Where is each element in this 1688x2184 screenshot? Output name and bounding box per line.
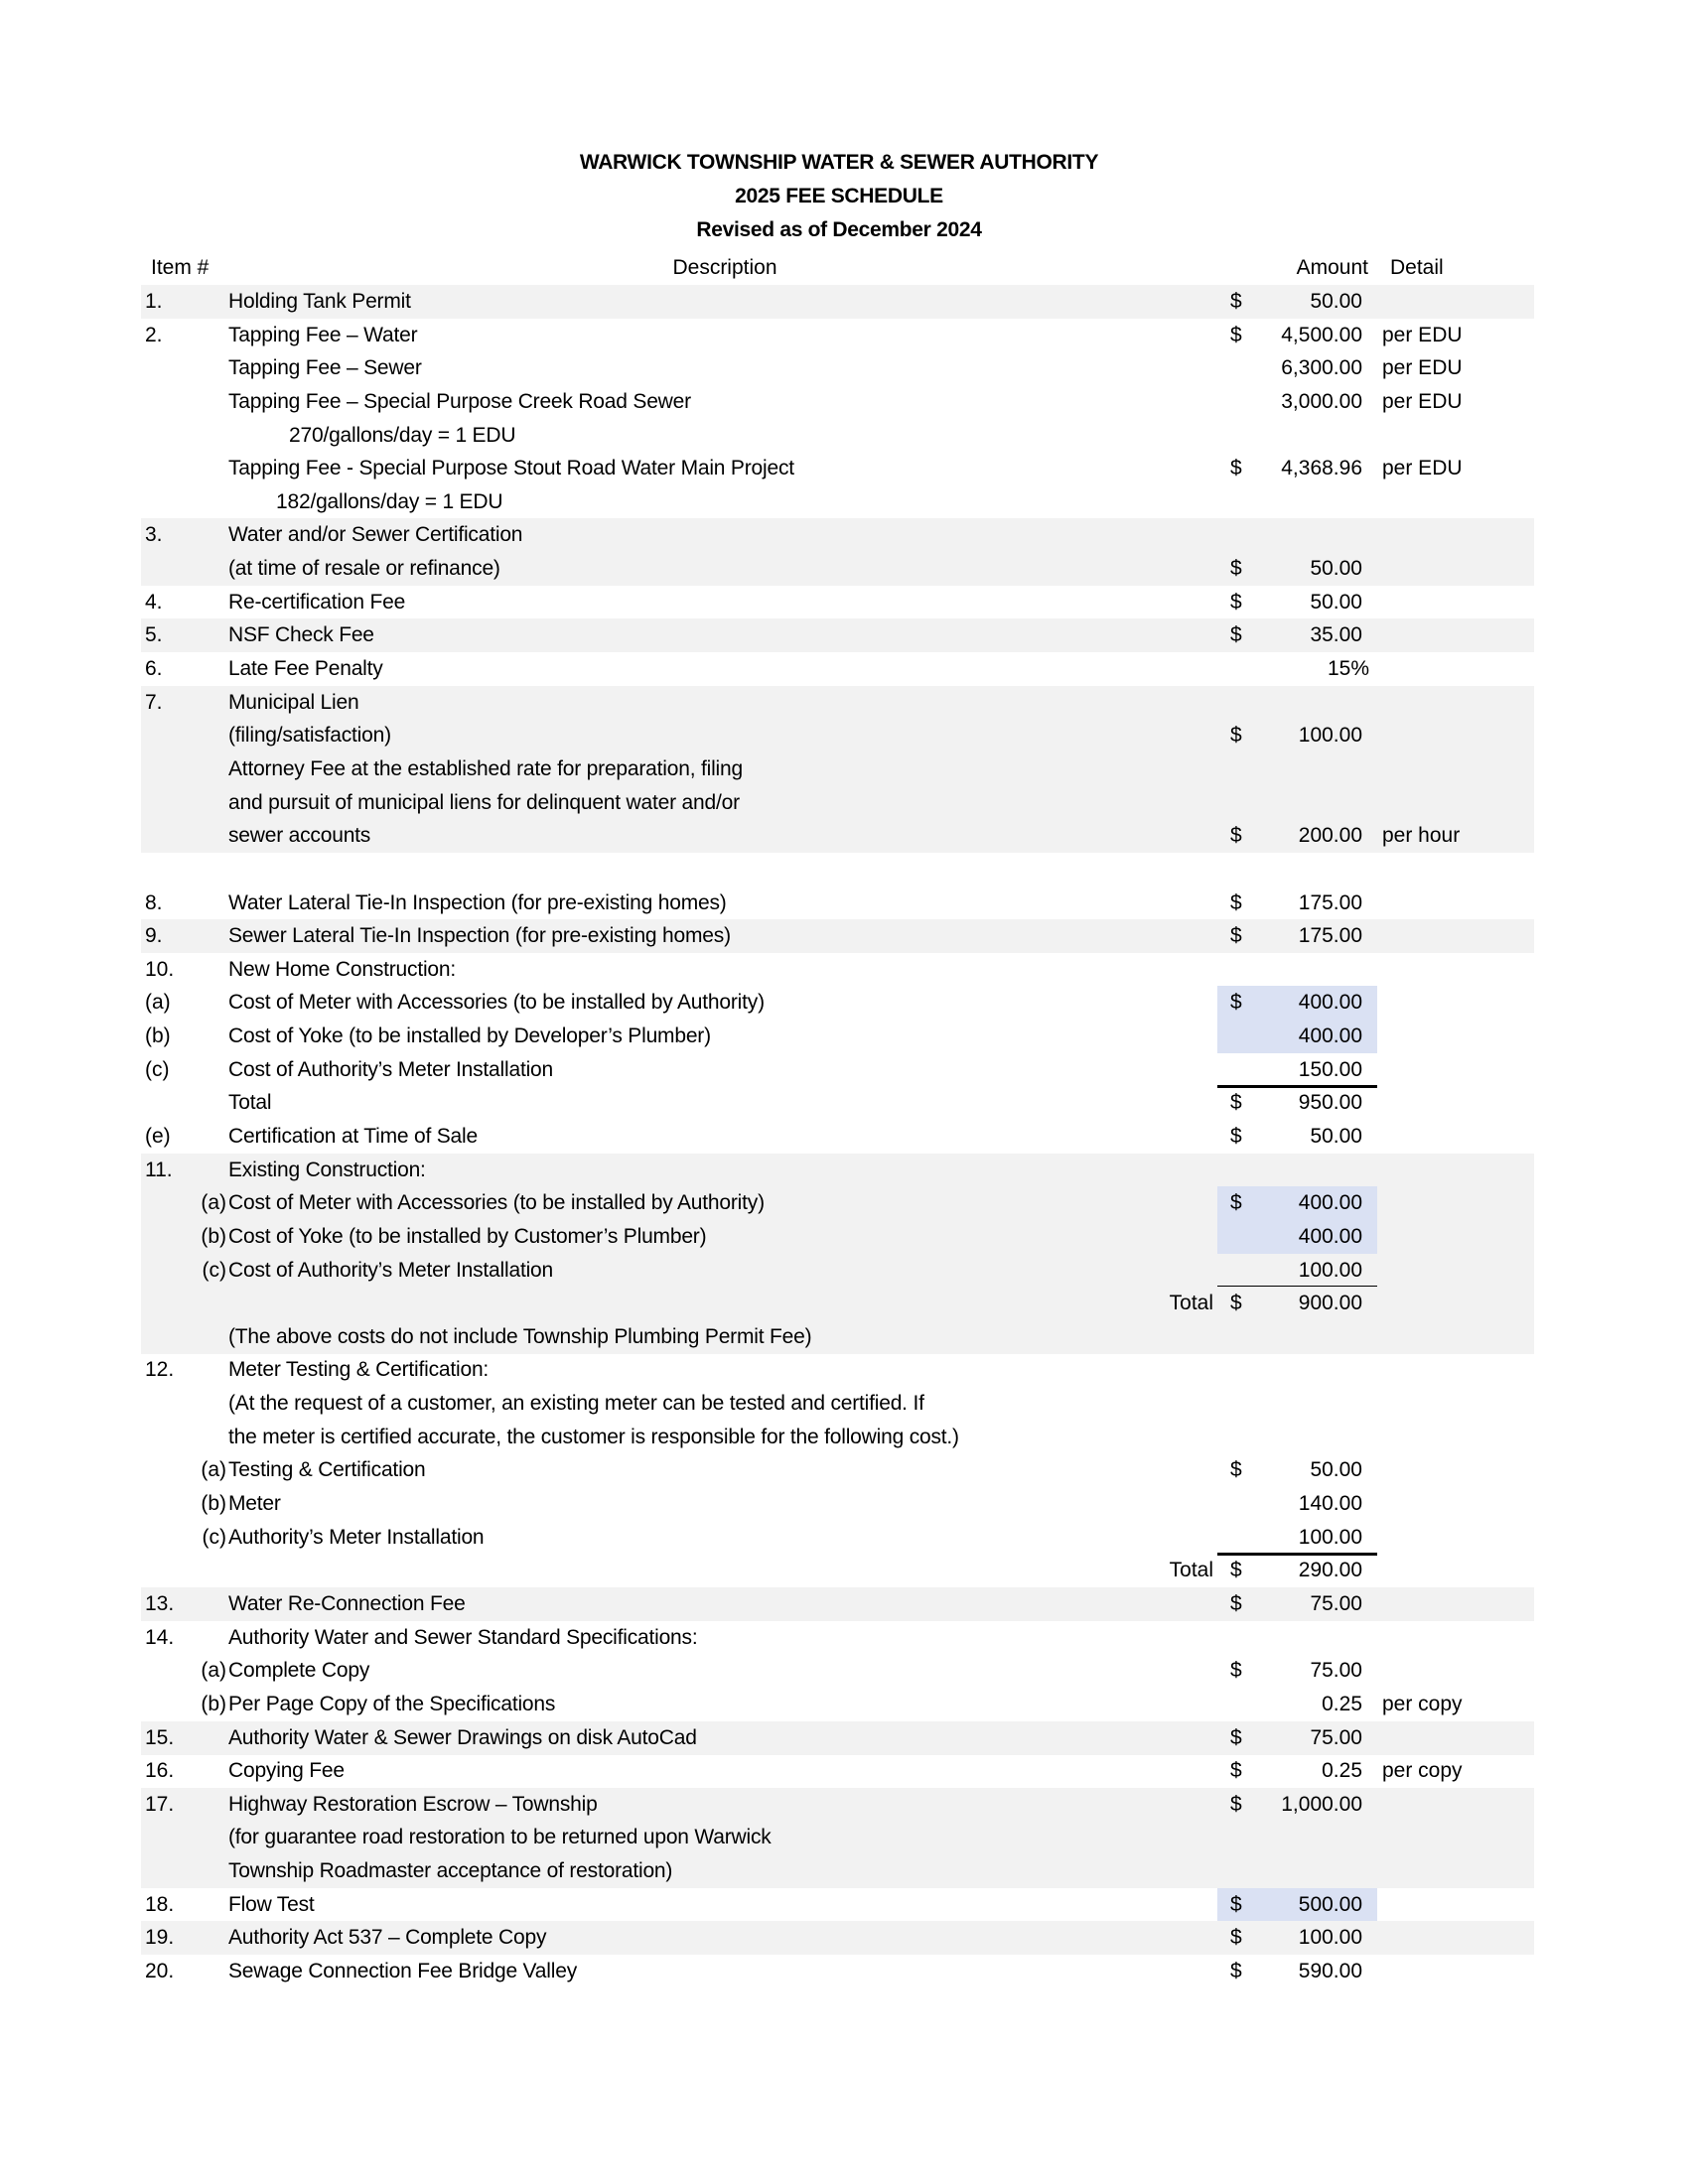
fee-row bbox=[141, 752, 1534, 786]
amount-value: 75.00 bbox=[1310, 1725, 1362, 1749]
fee-row bbox=[141, 819, 1534, 853]
item-number: 18. bbox=[145, 1892, 175, 1916]
amount-value: 0.25 bbox=[1322, 1759, 1362, 1783]
amount-detail: per EDU bbox=[1382, 356, 1463, 380]
fee-row bbox=[141, 586, 1534, 619]
item-description: Total bbox=[228, 1091, 272, 1115]
item-description: Per Page Copy of the Specifications bbox=[228, 1692, 556, 1715]
item-description: (The above costs do not include Township Plumbing Permit Fee) bbox=[228, 1324, 812, 1348]
amount-cell bbox=[1217, 1186, 1377, 1220]
currency-symbol: $ bbox=[1230, 323, 1242, 346]
amount-detail: per copy bbox=[1382, 1759, 1463, 1783]
amount-cell bbox=[1217, 285, 1377, 319]
fee-row bbox=[141, 351, 1534, 385]
fee-row bbox=[141, 1554, 1534, 1587]
currency-symbol: $ bbox=[1230, 623, 1242, 647]
fee-row bbox=[141, 1120, 1534, 1154]
amount-cell bbox=[1217, 719, 1377, 752]
document-title: WARWICK TOWNSHIP WATER & SEWER AUTHORITY bbox=[579, 151, 1099, 174]
amount-detail: per copy bbox=[1382, 1692, 1463, 1715]
amount-cell bbox=[1217, 1020, 1377, 1053]
item-description: (filing/satisfaction) bbox=[228, 724, 391, 748]
fee-row bbox=[141, 786, 1534, 820]
fee-row bbox=[141, 1955, 1534, 1988]
amount-cell bbox=[1217, 1955, 1377, 1988]
amount-value: 500.00 bbox=[1298, 1892, 1362, 1916]
item-description: New Home Construction: bbox=[228, 957, 457, 981]
fee-row bbox=[141, 1453, 1534, 1487]
fee-row bbox=[141, 1353, 1534, 1387]
item-description: sewer accounts bbox=[228, 824, 371, 848]
amount-cell bbox=[1217, 1888, 1377, 1922]
item-number: (e) bbox=[145, 1125, 171, 1148]
amount-value: 400.00 bbox=[1298, 1224, 1362, 1248]
item-description: Authority’s Meter Installation bbox=[228, 1525, 485, 1549]
item-description: Authority Water and Sewer Standard Specifications: bbox=[228, 1625, 698, 1649]
currency-symbol: $ bbox=[1230, 1591, 1242, 1615]
item-description: Authority Water & Sewer Drawings on disk AutoCad bbox=[228, 1725, 697, 1749]
fee-row bbox=[141, 419, 1534, 453]
fee-row bbox=[141, 1053, 1534, 1087]
amount-value: 140.00 bbox=[1298, 1492, 1362, 1516]
fee-row bbox=[141, 385, 1534, 419]
fee-row bbox=[141, 285, 1534, 319]
item-number: 14. bbox=[145, 1625, 175, 1649]
fee-row bbox=[141, 986, 1534, 1020]
fee-row bbox=[141, 1254, 1534, 1288]
amount-value: 50.00 bbox=[1310, 1125, 1362, 1148]
amount-value: 400.00 bbox=[1298, 991, 1362, 1015]
item-number: 2. bbox=[145, 323, 163, 346]
sub-item-letter: (b) bbox=[201, 1492, 226, 1516]
amount-value: 400.00 bbox=[1298, 1024, 1362, 1048]
amount-value: 200.00 bbox=[1298, 824, 1362, 848]
item-description: Sewer Lateral Tie-In Inspection (for pre-existing homes) bbox=[228, 924, 731, 948]
item-number: 11. bbox=[145, 1158, 173, 1181]
sub-item-letter: (a) bbox=[201, 1458, 226, 1482]
fee-row bbox=[141, 1688, 1534, 1721]
amount-value: 400.00 bbox=[1298, 1191, 1362, 1215]
item-description: Existing Construction: bbox=[228, 1158, 426, 1181]
fee-row bbox=[141, 1154, 1534, 1187]
fee-row bbox=[141, 1821, 1534, 1854]
amount-cell bbox=[1217, 385, 1377, 419]
amount-value: 0.25 bbox=[1322, 1692, 1362, 1715]
currency-symbol: $ bbox=[1230, 1659, 1242, 1683]
amount-value: 50.00 bbox=[1310, 590, 1362, 614]
amount-cell bbox=[1217, 1220, 1377, 1254]
item-description: Highway Restoration Escrow – Township bbox=[228, 1792, 598, 1816]
item-description: NSF Check Fee bbox=[228, 623, 374, 647]
fee-row bbox=[141, 1921, 1534, 1955]
amount-cell bbox=[1217, 1487, 1377, 1521]
item-number: 3. bbox=[145, 523, 163, 547]
fee-row bbox=[141, 652, 1534, 686]
amount-cell bbox=[1217, 1654, 1377, 1688]
currency-symbol: $ bbox=[1230, 1926, 1242, 1950]
amount-value: 4,368.96 bbox=[1281, 457, 1362, 480]
item-description: Sewage Connection Fee Bridge Valley bbox=[228, 1960, 577, 1982]
fee-row bbox=[141, 719, 1534, 752]
fee-row bbox=[141, 1320, 1534, 1354]
amount-value: 290.00 bbox=[1298, 1559, 1362, 1582]
currency-symbol: $ bbox=[1230, 590, 1242, 614]
item-description: Testing & Certification bbox=[228, 1458, 426, 1482]
amount-cell bbox=[1217, 351, 1377, 385]
fee-row bbox=[141, 1587, 1534, 1621]
item-description: Cost of Authority’s Meter Installation bbox=[228, 1258, 554, 1282]
item-description: (At the request of a customer, an existing meter can be tested and certified. If bbox=[228, 1392, 924, 1416]
document-subtitle: 2025 FEE SCHEDULE bbox=[735, 185, 943, 207]
item-description: Tapping Fee – Special Purpose Creek Road Sewer bbox=[228, 389, 691, 413]
amount-cell bbox=[1217, 319, 1377, 352]
amount-detail: per EDU bbox=[1382, 323, 1463, 346]
revision-date: Revised as of December 2024 bbox=[696, 218, 982, 241]
amount-cell bbox=[1217, 986, 1377, 1020]
item-number: 1. bbox=[145, 290, 163, 313]
fee-row bbox=[141, 1521, 1534, 1555]
item-description: Cost of Yoke (to be installed by Developer’s Plumber) bbox=[228, 1024, 711, 1048]
item-number: 5. bbox=[145, 623, 163, 647]
fee-row bbox=[141, 1854, 1534, 1888]
fee-row bbox=[141, 552, 1534, 586]
currency-symbol: $ bbox=[1230, 724, 1242, 748]
amount-value: 950.00 bbox=[1298, 1091, 1362, 1115]
currency-symbol: $ bbox=[1230, 991, 1242, 1015]
fee-row bbox=[141, 1020, 1534, 1053]
currency-symbol: $ bbox=[1230, 1892, 1242, 1916]
amount-detail: per EDU bbox=[1382, 457, 1463, 480]
currency-symbol: $ bbox=[1230, 1458, 1242, 1482]
currency-symbol: $ bbox=[1230, 557, 1242, 581]
fee-row bbox=[141, 1287, 1534, 1320]
item-description: Municipal Lien bbox=[228, 690, 359, 714]
item-number: 19. bbox=[145, 1926, 175, 1950]
amount-detail: per EDU bbox=[1382, 389, 1463, 413]
amount-value: 100.00 bbox=[1298, 1525, 1362, 1549]
amount-cell bbox=[1217, 618, 1377, 652]
amount-value: 50.00 bbox=[1310, 290, 1362, 313]
currency-symbol: $ bbox=[1230, 1559, 1242, 1582]
item-description: Water and/or Sewer Certification bbox=[228, 523, 523, 547]
currency-symbol: $ bbox=[1230, 457, 1242, 480]
item-description: Cost of Meter with Accessories (to be installed by Authority) bbox=[228, 991, 765, 1015]
total-label: Total bbox=[1169, 1292, 1213, 1315]
item-description: (at time of resale or refinance) bbox=[228, 557, 500, 581]
fee-row bbox=[141, 1186, 1534, 1220]
amount-value: 50.00 bbox=[1310, 557, 1362, 581]
fee-row bbox=[141, 953, 1534, 987]
currency-symbol: $ bbox=[1230, 890, 1242, 914]
item-number: 16. bbox=[145, 1759, 175, 1783]
blank-row bbox=[141, 853, 1534, 887]
item-number: (b) bbox=[145, 1024, 171, 1048]
amount-cell bbox=[1217, 452, 1377, 485]
item-description: Attorney Fee at the established rate for preparation, filing bbox=[228, 756, 743, 780]
amount-cell bbox=[1217, 919, 1377, 953]
fee-row bbox=[141, 887, 1534, 920]
currency-symbol: $ bbox=[1230, 1725, 1242, 1749]
amount-value: 50.00 bbox=[1310, 1458, 1362, 1482]
amount-value: 100.00 bbox=[1298, 724, 1362, 748]
sub-item-letter: (c) bbox=[202, 1258, 226, 1282]
item-number: 7. bbox=[145, 690, 163, 714]
item-description: 270/gallons/day = 1 EDU bbox=[289, 423, 516, 447]
item-description: Cost of Meter with Accessories (to be installed by Authority) bbox=[228, 1191, 765, 1215]
item-description: Tapping Fee – Sewer bbox=[228, 356, 422, 380]
sub-item-letter: (b) bbox=[201, 1692, 226, 1715]
fee-row bbox=[141, 452, 1534, 485]
fee-row bbox=[141, 618, 1534, 652]
column-header-item: Item # bbox=[151, 256, 210, 279]
column-header-description: Description bbox=[672, 256, 777, 279]
amount-cell bbox=[1217, 652, 1377, 686]
currency-symbol: $ bbox=[1230, 290, 1242, 313]
item-description: Holding Tank Permit bbox=[228, 290, 411, 313]
amount-cell bbox=[1217, 1086, 1377, 1120]
item-description: (for guarantee road restoration to be returned upon Warwick bbox=[228, 1826, 772, 1849]
item-description: and pursuit of municipal liens for delinquent water and/or bbox=[228, 790, 740, 814]
item-description: Flow Test bbox=[228, 1892, 315, 1916]
fee-row bbox=[141, 1654, 1534, 1688]
amount-cell bbox=[1217, 1554, 1377, 1587]
item-number: (a) bbox=[145, 991, 171, 1015]
amount-value: 1,000.00 bbox=[1281, 1792, 1362, 1816]
amount-value: 150.00 bbox=[1298, 1057, 1362, 1081]
item-description: Copying Fee bbox=[228, 1759, 345, 1783]
amount-cell bbox=[1217, 1453, 1377, 1487]
amount-cell bbox=[1217, 1721, 1377, 1755]
amount-detail: per hour bbox=[1382, 824, 1461, 848]
item-description: Meter Testing & Certification: bbox=[228, 1358, 490, 1382]
sub-item-letter: (a) bbox=[201, 1659, 226, 1683]
sub-item-letter: (b) bbox=[201, 1224, 226, 1248]
fee-row bbox=[141, 1086, 1534, 1120]
fee-row bbox=[141, 686, 1534, 720]
amount-value: 100.00 bbox=[1298, 1926, 1362, 1950]
column-header-detail: Detail bbox=[1390, 256, 1444, 279]
fee-row bbox=[141, 1721, 1534, 1755]
item-description: 182/gallons/day = 1 EDU bbox=[276, 489, 503, 513]
item-number: 6. bbox=[145, 657, 163, 681]
amount-cell bbox=[1217, 1254, 1377, 1289]
amount-cell bbox=[1217, 1688, 1377, 1721]
currency-symbol: $ bbox=[1230, 1191, 1242, 1215]
amount-value: 15% bbox=[1327, 657, 1369, 681]
currency-symbol: $ bbox=[1230, 1960, 1242, 1982]
item-description: Meter bbox=[228, 1492, 281, 1516]
fee-row bbox=[141, 1788, 1534, 1822]
amount-cell bbox=[1217, 1921, 1377, 1955]
item-number: 13. bbox=[145, 1591, 175, 1615]
item-description: Authority Act 537 – Complete Copy bbox=[228, 1926, 547, 1950]
item-description: Re-certification Fee bbox=[228, 590, 406, 614]
item-number: 4. bbox=[145, 590, 163, 614]
currency-symbol: $ bbox=[1230, 1759, 1242, 1783]
currency-symbol: $ bbox=[1230, 1292, 1242, 1315]
amount-cell bbox=[1217, 1788, 1377, 1822]
item-description: Township Roadmaster acceptance of restoration) bbox=[228, 1859, 673, 1883]
item-description: Tapping Fee – Water bbox=[228, 323, 418, 346]
sub-item-letter: (c) bbox=[202, 1525, 226, 1549]
item-description: Cost of Authority’s Meter Installation bbox=[228, 1057, 554, 1081]
item-description: Water Lateral Tie-In Inspection (for pre-existing homes) bbox=[228, 890, 727, 914]
item-number: 15. bbox=[145, 1725, 175, 1749]
fee-row bbox=[141, 1487, 1534, 1521]
fee-row bbox=[141, 1754, 1534, 1788]
fee-row bbox=[141, 518, 1534, 552]
amount-cell bbox=[1217, 552, 1377, 586]
amount-cell bbox=[1217, 1521, 1377, 1556]
currency-symbol: $ bbox=[1230, 924, 1242, 948]
item-description: Complete Copy bbox=[228, 1659, 370, 1683]
currency-symbol: $ bbox=[1230, 1125, 1242, 1148]
item-description: the meter is certified accurate, the customer is responsible for the following cost.) bbox=[228, 1425, 959, 1448]
amount-cell bbox=[1217, 1287, 1377, 1320]
item-description: Water Re-Connection Fee bbox=[228, 1591, 466, 1615]
currency-symbol: $ bbox=[1230, 1091, 1242, 1115]
amount-value: 6,300.00 bbox=[1281, 356, 1362, 380]
amount-cell bbox=[1217, 1053, 1377, 1088]
fee-row bbox=[141, 485, 1534, 519]
item-number: 20. bbox=[145, 1960, 175, 1982]
item-number: 8. bbox=[145, 890, 163, 914]
item-description: Late Fee Penalty bbox=[228, 657, 383, 681]
total-label: Total bbox=[1169, 1559, 1213, 1582]
item-description: Certification at Time of Sale bbox=[228, 1125, 478, 1148]
item-number: 12. bbox=[145, 1358, 175, 1382]
fee-row bbox=[141, 1387, 1534, 1421]
item-number: 17. bbox=[145, 1792, 175, 1816]
amount-value: 175.00 bbox=[1298, 924, 1362, 948]
amount-value: 3,000.00 bbox=[1281, 389, 1362, 413]
amount-value: 900.00 bbox=[1298, 1292, 1362, 1315]
amount-value: 590.00 bbox=[1298, 1960, 1362, 1982]
amount-value: 100.00 bbox=[1298, 1258, 1362, 1282]
fee-row bbox=[141, 1621, 1534, 1655]
amount-value: 4,500.00 bbox=[1281, 323, 1362, 346]
item-description: Tapping Fee - Special Purpose Stout Road Water Main Project bbox=[228, 457, 794, 480]
currency-symbol: $ bbox=[1230, 1792, 1242, 1816]
amount-cell bbox=[1217, 1754, 1377, 1788]
item-description: Cost of Yoke (to be installed by Customer’s Plumber) bbox=[228, 1224, 707, 1248]
amount-value: 75.00 bbox=[1310, 1659, 1362, 1683]
amount-cell bbox=[1217, 1120, 1377, 1154]
amount-cell bbox=[1217, 1587, 1377, 1621]
column-header-amount: Amount bbox=[1296, 256, 1368, 279]
fee-row bbox=[141, 1421, 1534, 1454]
fee-row bbox=[141, 919, 1534, 953]
amount-cell bbox=[1217, 819, 1377, 853]
amount-cell bbox=[1217, 887, 1377, 920]
sub-item-letter: (a) bbox=[201, 1191, 226, 1215]
item-number: (c) bbox=[145, 1057, 170, 1081]
item-number: 10. bbox=[145, 957, 175, 981]
fee-row bbox=[141, 1888, 1534, 1922]
amount-cell bbox=[1217, 586, 1377, 619]
amount-value: 175.00 bbox=[1298, 890, 1362, 914]
fee-row bbox=[141, 1220, 1534, 1254]
amount-value: 75.00 bbox=[1310, 1591, 1362, 1615]
amount-value: 35.00 bbox=[1310, 623, 1362, 647]
item-number: 9. bbox=[145, 924, 163, 948]
currency-symbol: $ bbox=[1230, 824, 1242, 848]
fee-row bbox=[141, 319, 1534, 352]
